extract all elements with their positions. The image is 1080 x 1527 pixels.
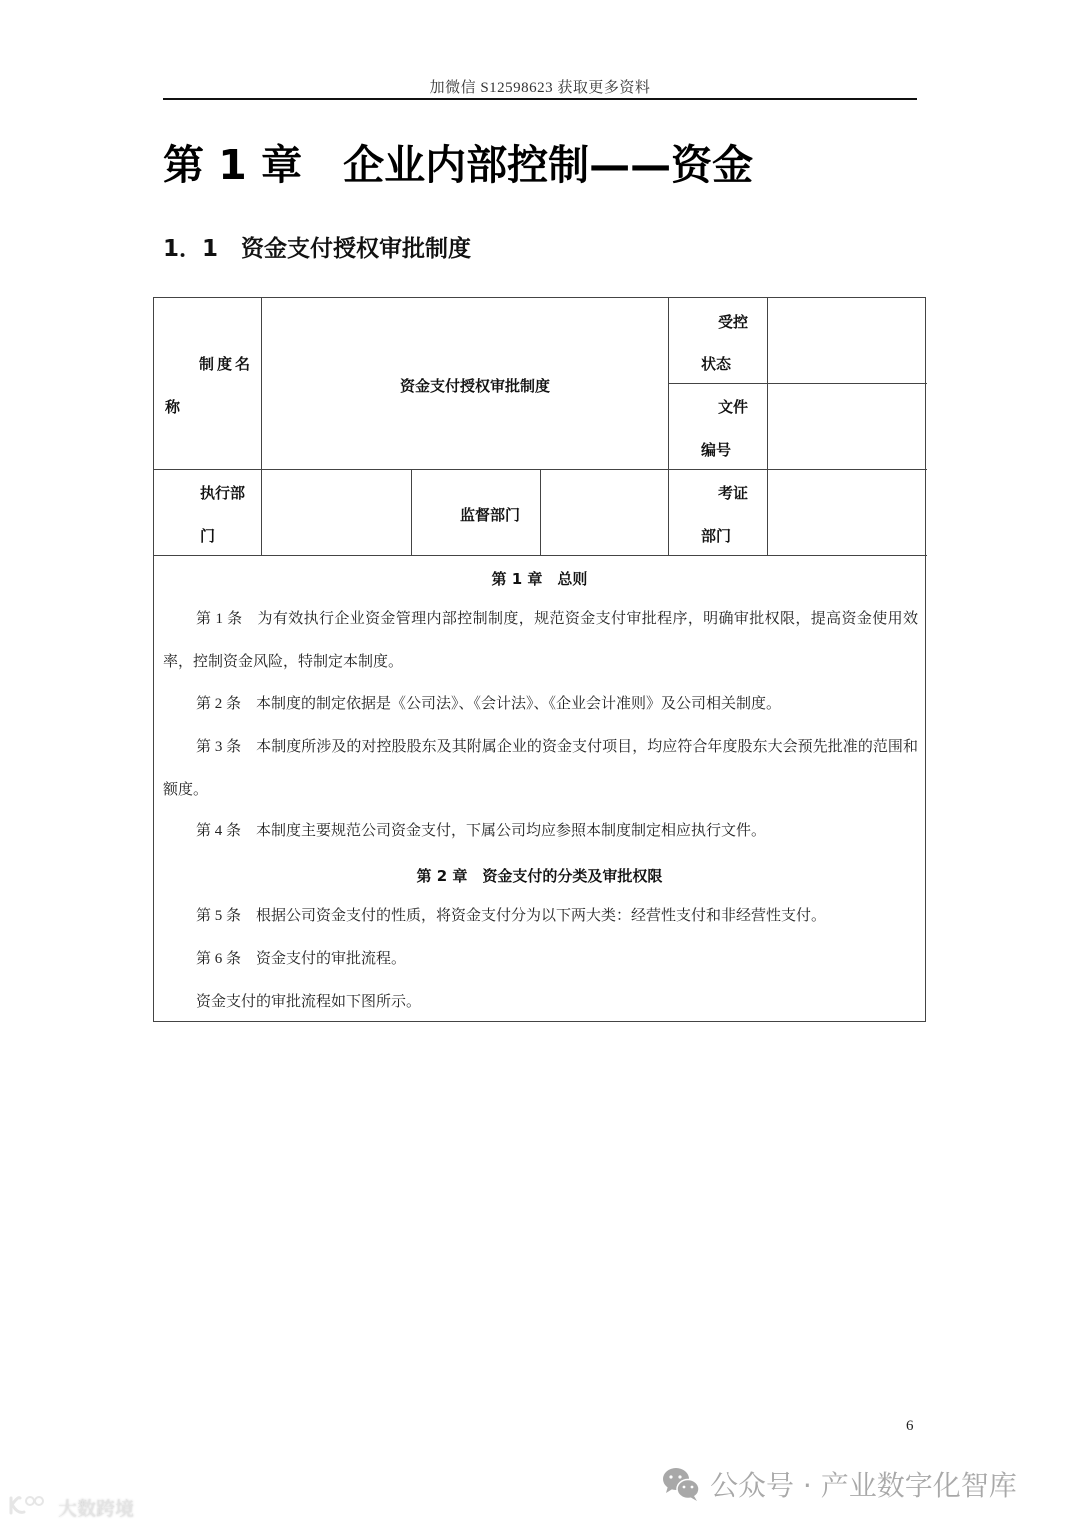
table-divider [767,298,768,555]
article-1 [163,598,918,684]
file-number-label-cont: 编号 [701,441,732,459]
audit-dept-label: 考证 [718,484,749,502]
article-text: 本制度所涉及的对控股股东及其附属企业的资金支付项目，均应符合年度股东大会预先批准的范围和额度。 [163,739,918,798]
section-title: 1．1 资金支付授权审批制度 [163,236,472,262]
article-5 [163,895,918,938]
article-number: 第 5 条 [196,908,242,924]
article-6 [163,938,918,981]
page-header-banner: 加微信 S12598623 获取更多资料 [429,80,651,96]
header-rule [163,98,917,100]
article-text: 本制度的制定依据是《公司法》、《会计法》、《企业会计准则》及公司相关制度。 [256,696,782,712]
table-divider [411,469,412,555]
wechat-icon [662,1466,702,1502]
watermark-wechat-text: 公众号 · 产业数字化智库 [710,1469,1017,1502]
page-number: 6 [906,1418,914,1434]
watermark-wechat [662,1464,1017,1504]
article-2 [163,683,918,726]
watermark-brand-text: 大数跨境 [58,1498,135,1520]
article-4 [163,810,918,853]
watermark-brand [8,1494,134,1521]
policy-name-value: 资金支付授权审批制度 [400,377,551,395]
table-divider [668,383,927,384]
article-text: 资金支付的审批流程。 [256,951,407,967]
article-3 [163,726,918,812]
table-divider [540,469,541,555]
controlled-status-label-cont: 状态 [701,355,732,373]
article-number: 第 1 条 [196,611,243,627]
article-text: 根据公司资金支付的性质，将资金支付分为以下两大类：经营性支付和非经营性支付。 [256,908,827,924]
exec-dept-label: 执行部 [200,484,246,502]
article-number: 第 3 条 [196,739,242,755]
chapter-1-heading: 第 1 章 总则 [491,570,588,588]
article-number: 第 6 条 [196,951,242,967]
table-divider [154,469,927,470]
file-number-label: 文件 [718,398,749,416]
article-number: 第 4 条 [196,823,242,839]
table-divider [154,555,927,556]
exec-dept-label-cont: 门 [200,527,216,545]
policy-name-label-cont: 称 [165,398,181,416]
controlled-status-label: 受控 [718,313,749,331]
article-text: 本制度主要规范公司资金支付，下属公司均应参照本制度制定相应执行文件。 [256,823,767,839]
supervise-dept-label: 监督部门 [460,506,521,524]
table-divider [261,298,262,555]
brand-logo-icon [8,1494,52,1521]
article-number: 第 2 条 [196,696,242,712]
article-text: 为有效执行企业资金管理内部控制制度，规范资金支付审批程序，明确审批权限，提高资金使用效率，控制资金风险，特制定本制度。 [163,611,918,670]
chapter-2-heading: 第 2 章 资金支付的分类及审批权限 [416,867,663,885]
policy-name-label: 制度名 [199,355,254,373]
flow-note: 资金支付的审批流程如下图所示。 [196,994,422,1010]
audit-dept-label-cont: 部门 [701,527,732,545]
table-divider [668,298,669,555]
chapter-title: 第 1 章 企业内部控制——资金 [163,141,754,189]
